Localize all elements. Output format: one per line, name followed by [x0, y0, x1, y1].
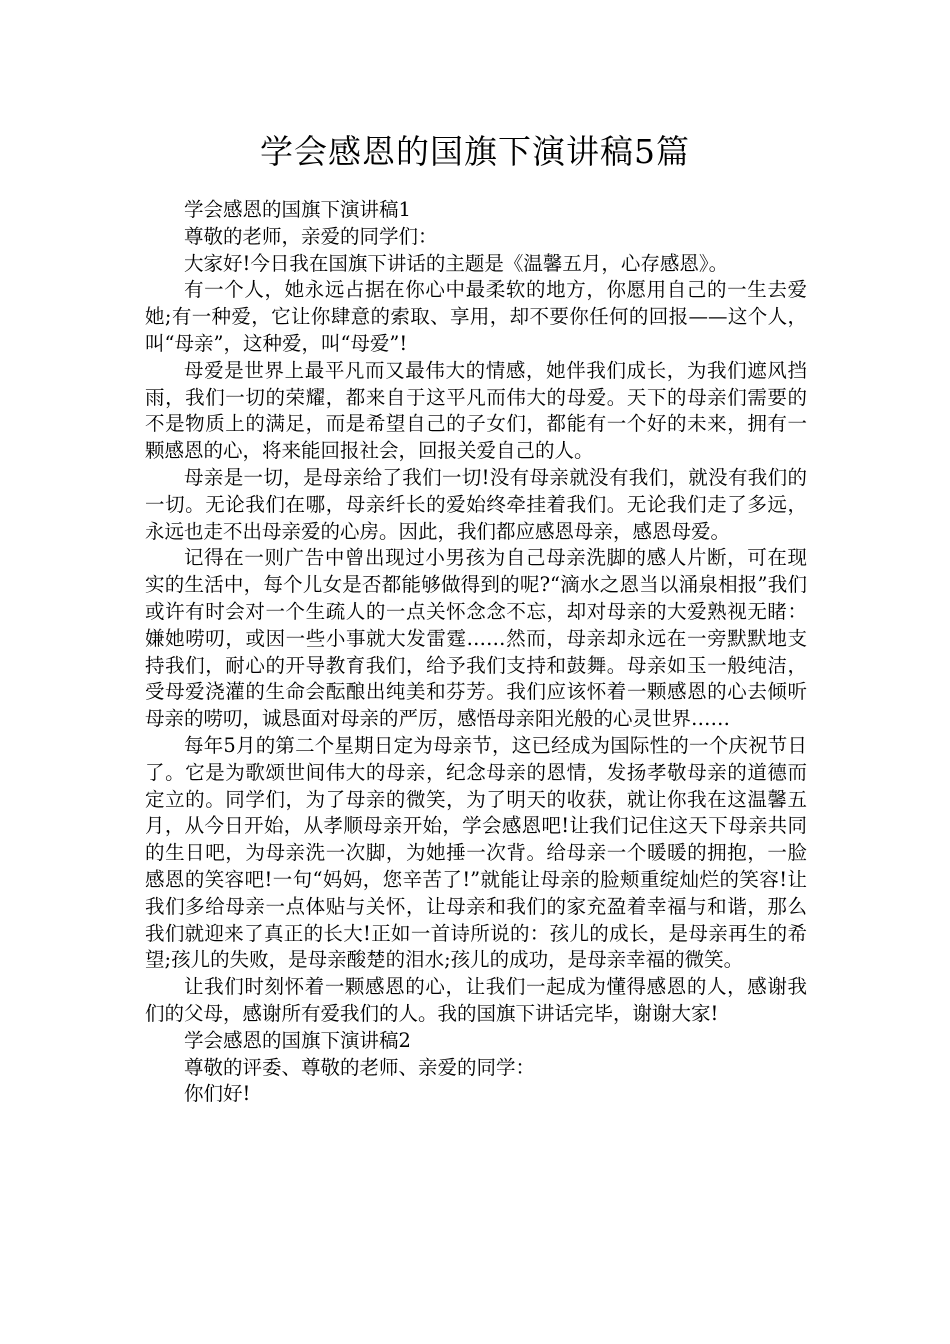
salutation-2: 尊敬的评委、尊敬的老师、亲爱的同学：: [184, 1055, 536, 1079]
document-body: [145, 197, 807, 1108]
paragraph: 母爱是世界上最平凡而又最伟大的情感，她伴我们成长，为我们遮风挡雨，我们一切的荣耀，都来自于这平凡而伟大的母爱。天下的母亲们需要的不是物质上的满足，而是希望自己的子女们，都能有一个好的未来，拥有一颗感恩的心，将来能回报社会，回报关爱自己的人。: [145, 358, 807, 463]
greeting: 你们好!: [184, 1082, 251, 1106]
salutation-1: 尊敬的老师，亲爱的同学们：: [184, 224, 438, 248]
paragraph: 有一个人，她永远占据在你心中最柔软的地方，你愿用自己的一生去爱她;有一种爱，它让你肆意的索取、享用，却不要你任何的回报——这个人，叫“母亲”，这种爱，叫“母爱”!: [145, 278, 807, 355]
paragraph: 大家好!今日我在国旗下讲话的主题是《温馨五月，心存感恩》。: [184, 251, 729, 275]
paragraph: 记得在一则广告中曾出现过小男孩为自己母亲洗脚的感人片断，可在现实的生活中，每个儿女是否都能够做得到的呢?“滴水之恩当以涌泉相报”我们或许有时会对一个生疏人的一点关怀念念不忘，却对母亲的大爱熟视无睹：嫌她唠叨，或因一些小事就大发雷霆……然而，母亲却永远在一旁默默地支持我们，耐心的开导教育我们，给予我们支持和鼓舞。母亲如玉一般纯洁，受母爱浇灌的生命会酝酿出纯美和芬芳。我们应该怀着一颗感恩的心去倾听母亲的唠叨，诚恳面对母亲的严厉，感悟母亲阳光般的心灵世界……: [145, 546, 807, 731]
section-heading-2: 学会感恩的国旗下演讲稿2: [184, 1028, 411, 1052]
paragraph: 让我们时刻怀着一颗感恩的心，让我们一起成为懂得感恩的人，感谢我们的父母，感谢所有爱我们的人。我的国旗下讲话完毕，谢谢大家!: [145, 975, 807, 1025]
paragraph: 每年5月的第二个星期日定为母亲节，这已经成为国际性的一个庆祝节日了。它是为歌颂世间伟大的母亲，纪念母亲的恩情，发扬孝敬母亲的道德而定立的。同学们，为了母亲的微笑，为了明天的收获，就让你我在这温馨五月，从今日开始，从孝顺母亲开始，学会感恩吧!让我们记住这天下母亲共同的生日吧，为母亲洗一次脚，为她捶一次背。给母亲一个暖暖的拥抱，一脸感恩的笑容吧!一句“妈妈，您辛苦了!”就能让母亲的脸颊重绽灿烂的笑容!让我们多给母亲一点体贴与关怀，让母亲和我们的家充盈着幸福与和谐，那么我们就迎来了真正的长大!正如一首诗所说的：孩儿的成长，是母亲再生的希望;孩儿的失败，是母亲酸楚的泪水;孩儿的成功，是母亲幸福的微笑。: [145, 733, 807, 972]
section-heading-1: 学会感恩的国旗下演讲稿1: [184, 198, 411, 221]
paragraph: 母亲是一切，是母亲给了我们一切!没有母亲就没有我们，就没有我们的一切。无论我们在哪，母亲纤长的爱始终牵挂着我们。无论我们走了多远，永远也走不出母亲爱的心房。因此，我们都应感恩母亲，感恩母爱。: [145, 465, 807, 543]
document-title: 学会感恩的国旗下演讲稿5篇: [260, 132, 690, 171]
